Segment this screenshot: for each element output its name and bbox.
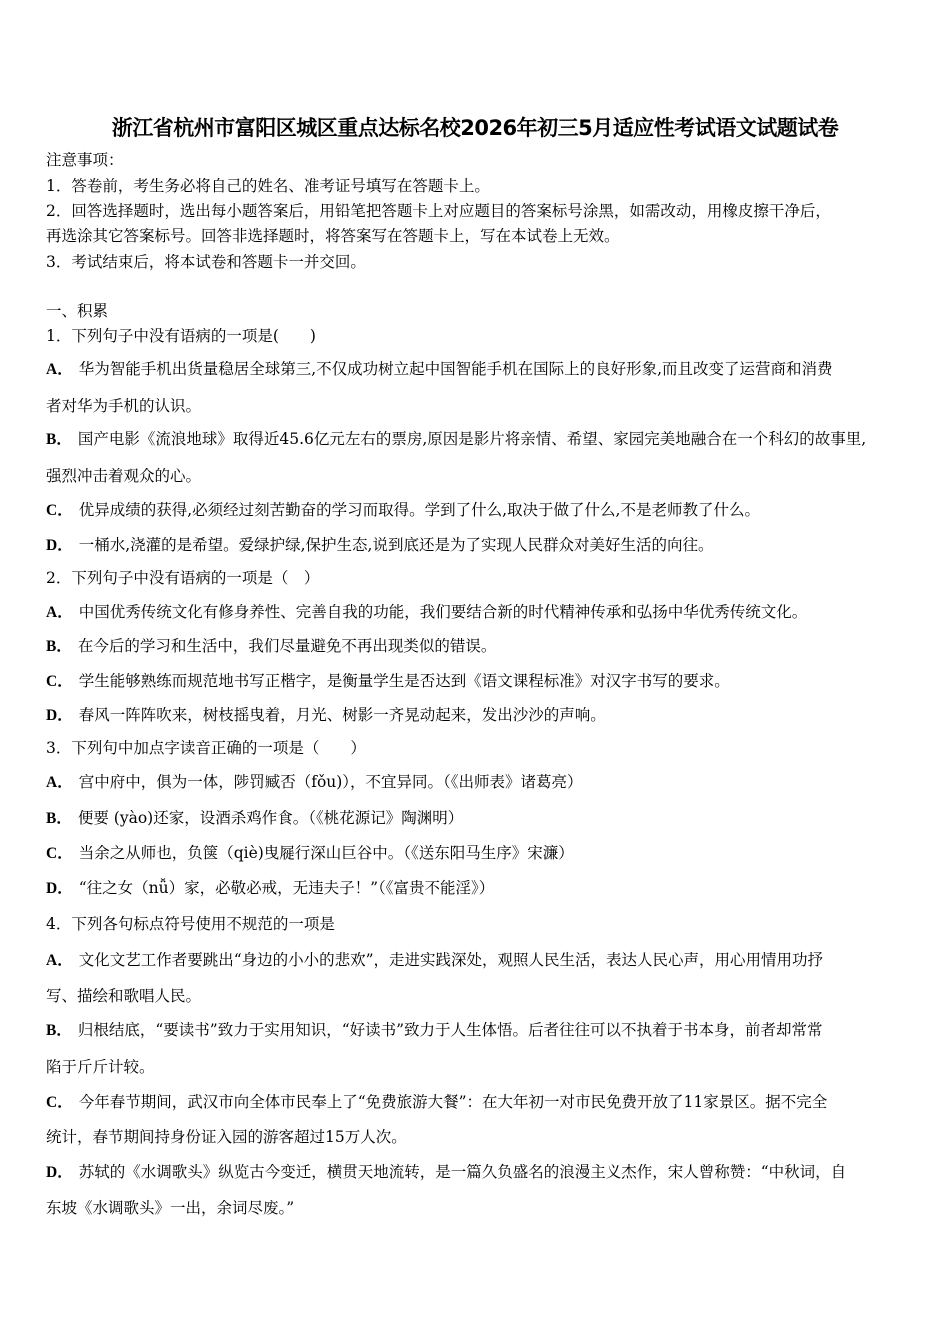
line-text: 一、积累 — [46, 302, 109, 320]
notes-heading — [46, 150, 124, 170]
line-text: “往之女（nǚ）家，必敬必戒，无违夫子！”（《富贵不能淫》） — [78, 879, 495, 897]
option-b — [46, 1057, 155, 1077]
line-text: 2．回答选择题时，选出每小题答案后，用铅笔把答题卡上对应题目的答案标号涂黑，如需改动，用橡皮擦干净后， — [46, 202, 831, 220]
line-text: 在今后的学习和生活中，我们尽量避免不再出现类似的错误。 — [77, 637, 497, 655]
line-text: 注意事项： — [46, 151, 124, 169]
option-d — [46, 878, 494, 899]
question-stem — [46, 326, 316, 346]
option-a — [46, 359, 833, 380]
section-heading — [46, 301, 108, 321]
notes-item — [46, 176, 490, 196]
option-c — [46, 1092, 827, 1113]
page-title: 浙江省杭州市富阳区城区重点达标名校2026年初三5月适应性考试语文试题试卷 — [111, 116, 839, 140]
line-text: 华为智能手机出货量稳居全球第三,不仅成功树立起中国智能手机在国际上的良好形象,而且改变了运营商和消费 — [78, 360, 833, 378]
line-text: 强烈冲击着观众的心。 — [46, 467, 202, 485]
option-a — [46, 396, 201, 416]
line-text: 1．下列句子中没有语病的一项是( ) — [46, 327, 316, 345]
option-d — [46, 1162, 846, 1183]
option-a — [46, 950, 823, 971]
line-text: 今年春节期间，武汉市向全体市民奉上了“免费旅游大餐”：在大年初一对市民免费开放了11家景区。据不完全 — [78, 1093, 828, 1111]
line-text: 国产电影《流浪地球》取得近45.6亿元左右的票房,原因是影片将亲情、希望、家园完美地融合在一个科幻的故事里, — [77, 430, 867, 448]
question-stem — [46, 568, 319, 588]
line-text: 者对华为手机的认识。 — [46, 397, 202, 415]
line-text: 归根结底，“要读书”致力于实用知识，“好读书”致力于人生体悟。后者往往可以不执着于书本身，前者却常常 — [77, 1021, 823, 1039]
option-c — [46, 1127, 407, 1147]
option-letter: B． — [46, 810, 72, 827]
line-text: 优异成绩的获得,必须经过刻苦勤奋的学习而取得。学到了什么,取决于做了什么,不是老师教了什么。 — [78, 501, 760, 519]
option-letter: C． — [46, 845, 73, 862]
option-c — [46, 500, 760, 521]
line-text: 苏轼的《水调歌头》纵览古今变迁，横贯天地流转，是一篇久负盛名的浪漫主义杰作，宋人曾称赞：“中秋词，自 — [78, 1163, 847, 1181]
line-text: 当余之从师也，负箧（qiè)曳屣行深山巨谷中。（《送东阳马生序》宋濂） — [78, 844, 574, 862]
line-text: 2．下列句子中没有语病的一项是（ ） — [46, 569, 320, 587]
option-d — [46, 1198, 294, 1218]
option-b — [46, 429, 866, 450]
line-text: 3．下列句中加点字读音正确的一项是（ ） — [46, 739, 366, 757]
line-text: 学生能够熟练而规范地书写正楷字，是衡量学生是否达到《语文课程标准》对汉字书写的要求。 — [78, 672, 730, 690]
option-c — [46, 843, 574, 864]
option-a — [46, 772, 583, 793]
line-text: 陷于斤斤计较。 — [46, 1058, 155, 1076]
option-letter: C． — [46, 502, 73, 519]
option-letter: A． — [46, 952, 73, 969]
option-letter: B． — [46, 431, 72, 448]
option-letter: B． — [46, 1022, 72, 1039]
option-letter: C． — [46, 1094, 73, 1111]
line-text: 宫中府中，俱为一体，陟罚臧否（fǒu)），不宜异同。（《出师表》诸葛亮） — [78, 773, 583, 791]
option-letter: D． — [46, 537, 73, 554]
line-text: 再选涂其它答案标号。回答非选择题时，将答案写在答题卡上，写在本试卷上无效。 — [46, 227, 620, 245]
option-a — [46, 986, 201, 1006]
option-letter: B． — [46, 638, 72, 655]
option-letter: D． — [46, 1164, 73, 1181]
option-a — [46, 602, 807, 623]
line-text: 3．考试结束后，将本试卷和答题卡一并交回。 — [46, 253, 366, 271]
option-letter: A． — [46, 604, 73, 621]
option-b — [46, 1020, 823, 1041]
option-letter: D． — [46, 880, 73, 897]
line-text: 东坡《水调歌头》一出，余词尽废。” — [46, 1199, 295, 1217]
question-stem — [46, 738, 366, 758]
line-text: 写、描绘和歌唱人民。 — [46, 987, 202, 1005]
option-b — [46, 808, 463, 829]
option-b — [46, 466, 201, 486]
line-text: 便要 (yào)还家，设酒杀鸡作食。（《桃花源记》陶渊明） — [77, 809, 464, 827]
option-letter: C． — [46, 673, 73, 690]
line-text: 春风一阵阵吹来，树枝摇曳着，月光、树影一齐晃动起来，发出沙沙的声响。 — [78, 706, 606, 724]
line-text: 4．下列各句标点符号使用不规范的一项是 — [46, 915, 335, 933]
notes-item — [46, 252, 366, 272]
line-text: 1．答卷前，考生务必将自己的姓名、准考证号填写在答题卡上。 — [46, 177, 490, 195]
option-b — [46, 636, 496, 657]
option-d — [46, 705, 606, 726]
option-d — [46, 535, 714, 556]
line-text: 一桶水,浇灌的是希望。爱绿护绿,保护生态,说到底还是为了实现人民群众对美好生活的向往。 — [78, 536, 714, 554]
notes-item — [46, 226, 620, 246]
line-text: 统计，春节期间持身份证入园的游客超过15万人次。 — [46, 1128, 407, 1146]
line-text: 中国优秀传统文化有修身养性、完善自我的功能，我们要结合新的时代精神传承和弘扬中华优秀传统文化。 — [78, 603, 808, 621]
option-letter: A． — [46, 361, 73, 378]
question-stem — [46, 914, 335, 934]
option-letter: D． — [46, 707, 73, 724]
option-c — [46, 671, 730, 692]
notes-item — [46, 201, 831, 221]
option-letter: A． — [46, 774, 73, 791]
line-text: 文化文艺工作者要跳出“身边的小小的悲欢”，走进实践深处，观照人民生活，表达人民心声，用心用情用功抒 — [78, 951, 824, 969]
